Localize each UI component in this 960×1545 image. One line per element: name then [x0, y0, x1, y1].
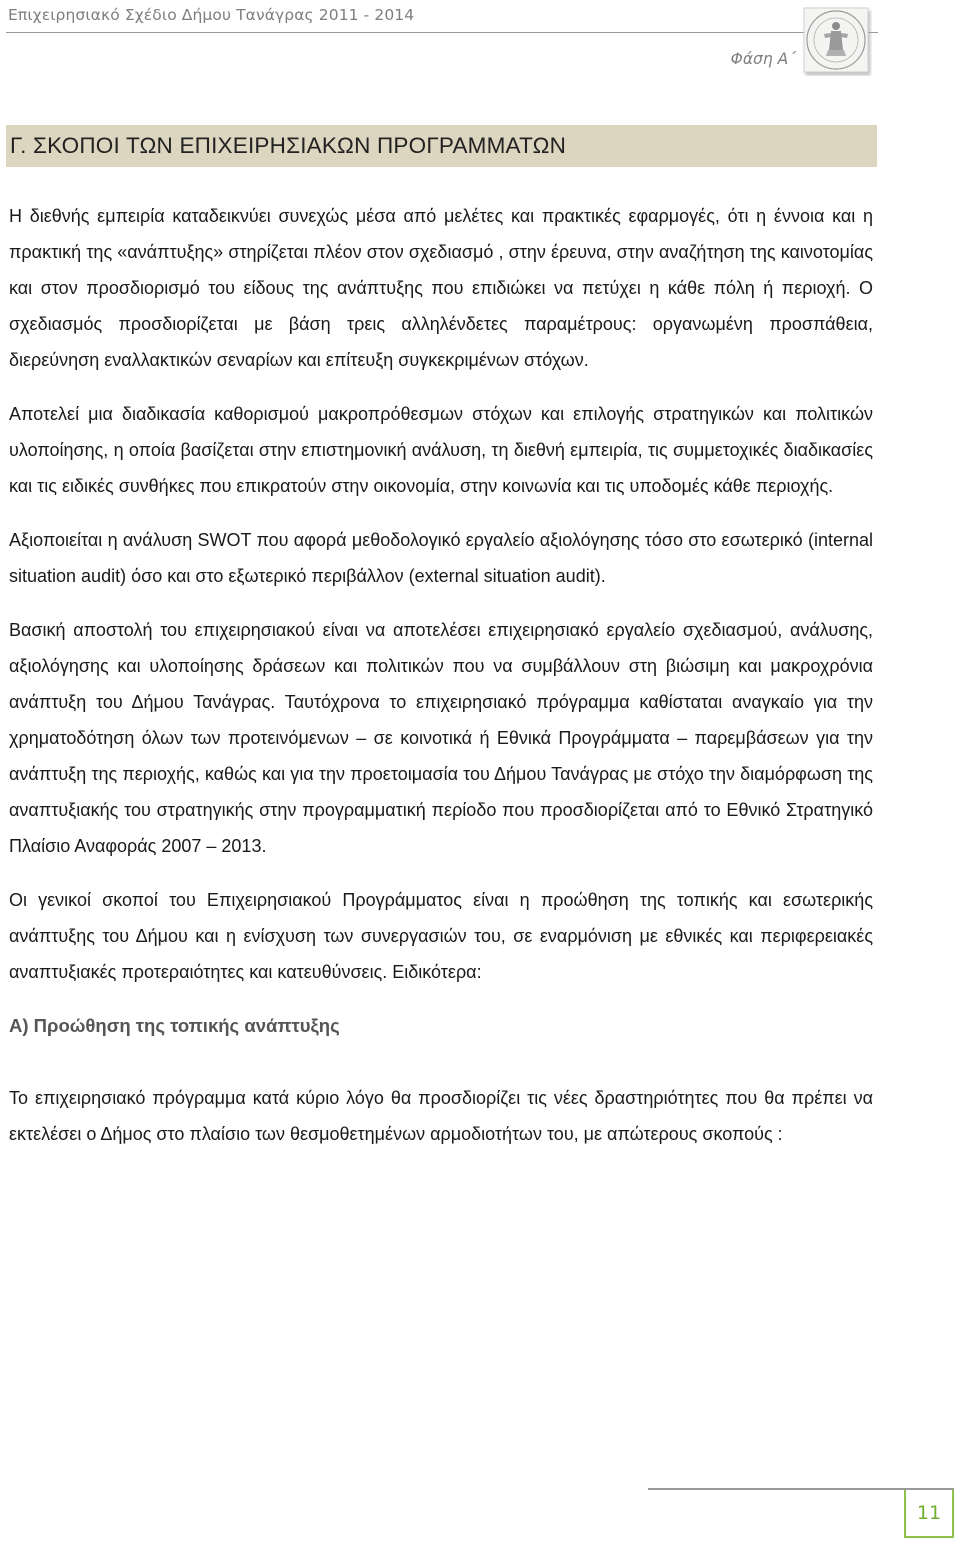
page-number-box [904, 1490, 954, 1538]
paragraph: Οι γενικοί σκοποί του Επιχειρησιακού Προγράμματος είναι η προώθηση της τοπικής και εσωτερικής ανάπτυξης του Δήμου και η ενίσχυση των συνεργασιών του, σε εναρμόνιση με εθνικές και περιφερειακές αναπτυξιακές προτεραιότητες και κατευθύνσεις. Ειδικότερα: [9, 890, 873, 982]
document-body [9, 198, 873, 1170]
section-title: Γ. ΣΚΟΠΟΙ ΤΩΝ ΕΠΙΧΕΙΡΗΣΙΑΚΩΝ ΠΡΟΓΡΑΜΜΑΤΩΝ [10, 133, 567, 158]
header-divider [6, 32, 878, 33]
paragraph: Αποτελεί μια διαδικασία καθορισμού μακροπρόθεσμων στόχων και επιλογής στρατηγικών και πολιτικών υλοποίησης, η οποία βασίζεται στην επιστημονική ανάλυση, τη διεθνή εμπειρία, τις συμμετοχικές διαδικασίες και τις ειδικές συνθήκες που επικρατούν στην οικονομία, στην κοινωνία και τις υποδομές κάθε περιοχής. [9, 404, 873, 496]
page-header [0, 0, 960, 110]
paragraph: Η διεθνής εμπειρία καταδεικνύει συνεχώς μέσα από μελέτες και πρακτικές εφαρμογές, ότι η έννοια και η πρακτική της «ανάπτυξης» στηρίζεται πλέον στον σχεδιασμό , στην έρευνα, στην αναζήτηση της καινοτομίας και στον προσδιορισμό του είδους της ανάπτυξης που επιδιώκει να πετύχει η κάθε πόλη ή περιοχή. Ο σχεδιασμός προσδιορίζεται με βάση τρεις αλληλένδετες παραμέτρους: οργανωμένη προσπάθεια, διερεύνηση εναλλακτικών σεναρίων και επίτευξη συγκεκριμένων στόχων. [9, 206, 873, 370]
paragraph: Αξιοποιείται η ανάλυση SWOT που αφορά μεθοδολογικό εργαλείο αξιολόγησης τόσο στο εσωτερικό (internal situation audit) όσο και στο εξωτερικό περιβάλλον (external situation audit). [9, 530, 873, 586]
paragraph: Το επιχειρησιακό πρόγραμμα κατά κύριο λόγο θα προσδιορίζει τις νέες δραστηριότητες που θα πρέπει να εκτελέσει ο Δήμος στο πλαίσιο των θεσμοθετημένων αρμοδιοτήτων του, με απώτερους σκοπούς : [9, 1088, 873, 1144]
page-number: 11 [916, 1502, 942, 1524]
section-banner [6, 125, 877, 167]
municipal-seal-icon [800, 4, 872, 76]
document-title: Επιχειρησιακό Σχέδιο Δήμου Τανάγρας 2011 - 2014 [8, 6, 415, 24]
paragraph: Βασική αποστολή του επιχειρησιακού είναι να αποτελέσει επιχειρησιακό εργαλείο σχεδιασμού, ανάλυσης, αξιολόγησης και υλοποίησης δράσεων και πολιτικών που να συμβάλλουν στη βιώσιμη και μακροχρόνια ανάπτυξη του Δήμου Τανάγρας. Ταυτόχρονα το επιχειρησιακό πρόγραμμα καθίσταται αναγκαίο για την χρηματοδότηση όλων των προτεινόμενων – σε κοινοτικά ή Εθνικά Προγράμματα – παρεμβάσεων για την ανάπτυξη της περιοχής, καθώς και για την προετοιμασία του Δήμου Τανάγρας με στόχο την διαμόρφωση της αναπτυξιακής του στρατηγικής στην προγραμματική περίοδο που προσδιορίζεται από το Εθνικό Στρατηγικό Πλαίσιο Αναφοράς 2007 – 2013. [9, 620, 873, 856]
phase-label: Φάση Α΄ [730, 50, 796, 68]
subheading: Α) Προώθηση της τοπικής ανάπτυξης [9, 1015, 340, 1036]
